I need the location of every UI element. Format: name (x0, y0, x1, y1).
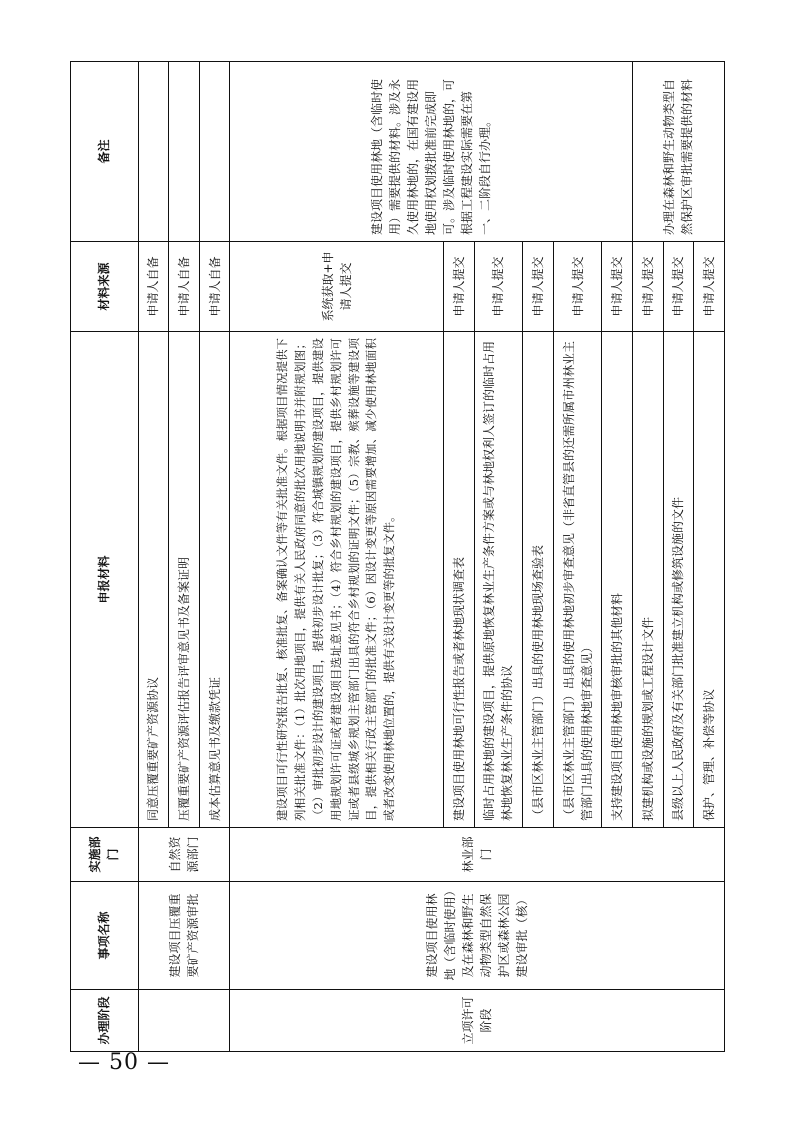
header-source: 材料来源 (71, 242, 139, 332)
material-cell: 建设项目可行性研究报告批复、核准批复、备案确认文件等有关批准文件。根据项目情况提供下列相关批准文件：（1）批次用地项目，提供有关人民政府同意的批次用地说明书并附规划图；（2）审批初步设计的建设项目，提供初步设计批复；（3）符合城镇规划的建设项目，提供建设用地规划许可证或者建设项目选址意见书；（4）符合乡村规划的建设项目，提供乡村规划许可证或者县级城乡规划主管部门出具的符合乡村规划的证明文件；（5）宗教、殡葬设施等建设项目，提供相关行政主管部门的批准文件；（6）因设计变更等原因需要增加、减少使用林地面积或者改变使用林地位置的，提供有关设计变更等的批复文件。 (230, 332, 443, 828)
source-cell: 申请人提交 (443, 242, 474, 332)
table-row (230, 62, 443, 1052)
note-cell: 建设项目使用林地（含临时使用）需要提供的材料。涉及永久使用林地的，在国有建设用地使用权划拨批准前完成即可。涉及临时使用林地的，可根据工程建设实际需要在第一、二阶段自行办理。 (230, 62, 632, 242)
source-cell: 申请人提交 (553, 242, 602, 332)
note-cell: 办理在森林和野生动物类型自然保护区审批需要提供的材料 (632, 62, 724, 242)
source-cell: 申请人提交 (632, 242, 663, 332)
material-cell: 临时占用林地的建设项目，提供原地恢复林业生产条件方案或与林地权利人签订的临时占用林地恢复林业生产条件的协议 (474, 332, 523, 828)
approval-materials-table (70, 61, 725, 1052)
material-cell: 成本估算意见书及缴款凭证 (199, 332, 230, 828)
source-cell: 申请人自备 (199, 242, 230, 332)
note-cell (138, 62, 169, 242)
header-dept: 实施部门 (71, 828, 139, 882)
table-row (138, 62, 169, 1052)
dept-cell: 自然资源部门 (138, 828, 230, 882)
source-cell: 申请人提交 (602, 242, 633, 332)
material-cell: （县市区林业主管部门）出具的使用林地现场查验表 (523, 332, 554, 828)
source-cell: 申请人提交 (474, 242, 523, 332)
header-item: 事项名称 (71, 882, 139, 990)
source-cell: 申请人提交 (694, 242, 725, 332)
header-stage: 办理阶段 (71, 990, 139, 1052)
rotated-table-container (70, 62, 725, 1052)
source-cell: 申请人自备 (138, 242, 169, 332)
source-cell: 申请人提交 (663, 242, 694, 332)
dept-cell: 林业部门 (230, 828, 725, 882)
note-cell (199, 62, 230, 242)
material-cell: 同意压覆重要矿产资源协议 (138, 332, 169, 828)
source-cell: 申请人自备 (169, 242, 200, 332)
header-row (71, 62, 139, 1052)
material-cell: 保护、管理、补偿等协议 (694, 332, 725, 828)
material-cell: 拟建机构或设施的规划或工程设计文件 (632, 332, 663, 828)
source-cell: 系统获取+申请人提交 (230, 242, 443, 332)
material-cell: 建设项目使用林地可行性报告或者林地现状调查表 (443, 332, 474, 828)
stage-cell-blank (138, 990, 230, 1052)
material-cell: （县市区林业主管部门）出具的使用林地初步审查意见（非省直管县的还需所属市州林业主管部门出具的使用林地审查意见） (553, 332, 602, 828)
material-cell: 支持建设项目使用林地审核审批的其他材料 (602, 332, 633, 828)
note-cell (169, 62, 200, 242)
item-cell: 建设项目使用林地（含临时使用）及在森林和野生动物类型自然保护区或森林公园建设审批（核） (230, 882, 725, 990)
source-cell: 申请人提交 (523, 242, 554, 332)
item-cell: 建设项目压覆重要矿产资源审批 (138, 882, 230, 990)
header-note: 备注 (71, 62, 139, 242)
header-material: 申报材料 (71, 332, 139, 828)
material-cell: 县级以上人民政府及有关部门批准建立机构或修筑设施的文件 (663, 332, 694, 828)
stage-cell: 立项许可阶段 (230, 990, 725, 1052)
material-cell: 压覆重要矿产资源评估报告评审意见书及备案证明 (169, 332, 200, 828)
page-number: — 50 — (78, 1050, 170, 1075)
